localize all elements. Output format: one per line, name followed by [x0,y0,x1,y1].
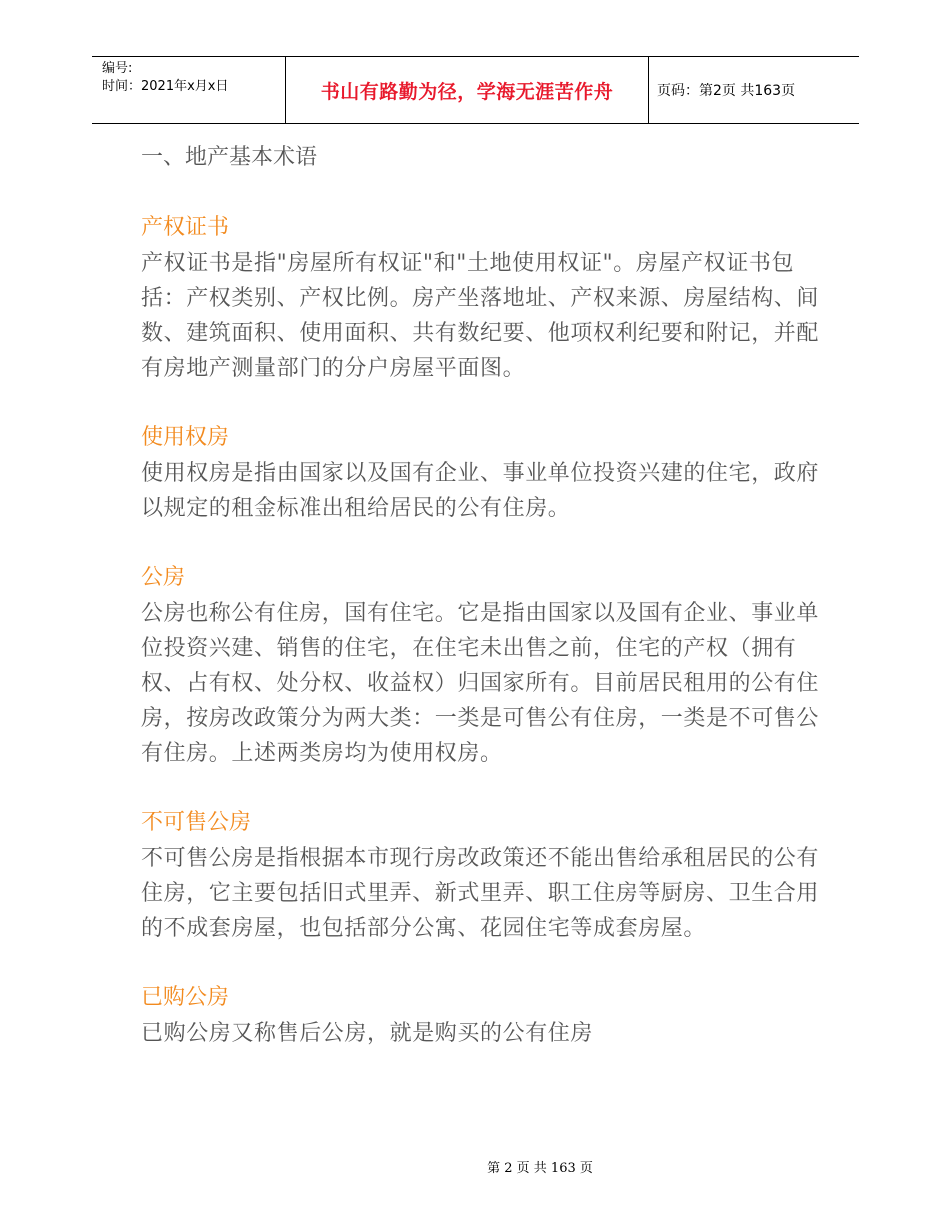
section-property-certificate [141,210,831,386]
header-meta [92,57,286,123]
header-motto: 书山有路勤为径，学海无涯苦作舟 [286,57,649,123]
section-body: 使用权房是指由国家以及国有企业、事业单位投资兴建的住宅，政府以规定的租金标准出租给居民的公有住房。 [141,461,820,521]
section-body: 公房也称公有住房，国有住宅。它是指由国家以及国有企业、事业单位投资兴建、销售的住宅，在住宅未出售之前，住宅的产权（拥有权、占有权、处分权、收益权）归国家所有。目前居民租用的公有住房，按房改政策分为两大类：一类是可售公有住房，一类是不可售公有住房。上述两类房均为使用权房。 [141,601,820,766]
header-page-info: 页码：第2页 共163页 [657,83,796,99]
section-purchased-public-housing [141,980,831,1051]
section-title: 使用权房 [141,425,230,450]
section-public-housing [141,560,831,771]
section-body: 不可售公房是指根据本市现行房改政策还不能出售给承租居民的公有住房，它主要包括旧式里弄、新式里弄、职工住房等厨房、卫生合用的不成套房屋，也包括部分公寓、花园住宅等成套房屋。 [141,846,820,941]
section-use-right-housing [141,420,831,526]
section-body: 已购公房又称售后公房，就是购买的公有住房 [141,1021,594,1046]
section-title: 公房 [141,565,186,590]
page-header [92,56,859,124]
section-body: 产权证书是指"房屋所有权证"和"土地使用权证"。房屋产权证书包括：产权类别、产权比例。房产坐落地址、产权来源、房屋结构、间数、建筑面积、使用面积、共有数纪要、他项权利纪要和附记，并配有房地产测量部门的分户房屋平面图。 [141,251,820,381]
section-title: 产权证书 [141,215,230,240]
document-body [141,140,831,1085]
page-footer: 第 2 页 共 163 页 [487,1161,593,1176]
section-title: 已购公房 [141,985,230,1010]
section-title: 不可售公房 [141,810,252,835]
serial-label: 编号: [102,61,133,76]
time-label: 时间：2021年x月x日 [102,79,229,94]
page-heading: 一、地产基本术语 [141,145,318,170]
section-non-saleable-public-housing [141,805,831,946]
